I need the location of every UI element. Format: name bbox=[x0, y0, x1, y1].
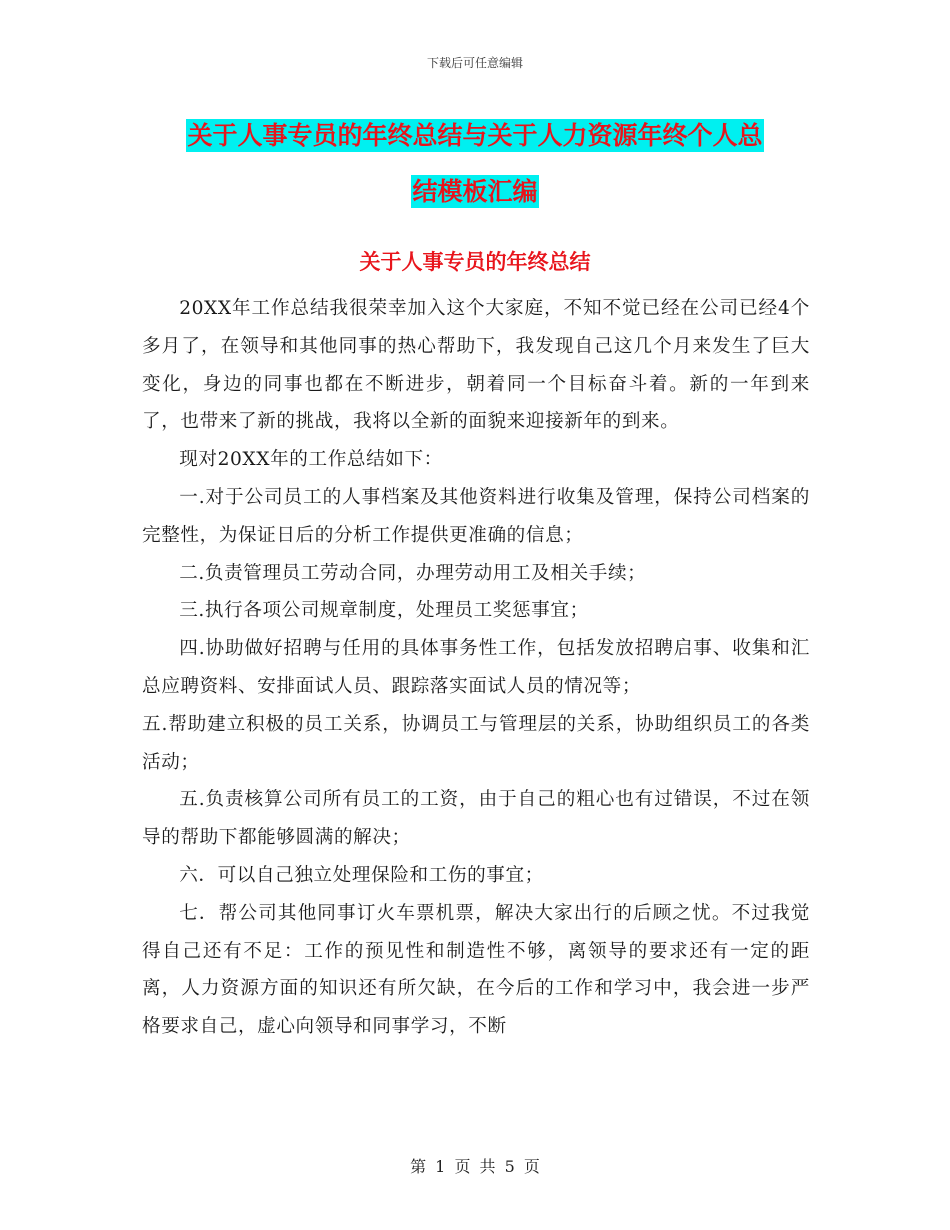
document-title bbox=[0, 108, 950, 220]
paragraph-item-6: 六．可以自己独立处理保险和工伤的事宜； bbox=[179, 864, 544, 886]
paragraph-summary-lead: 现对20XX年的工作总结如下： bbox=[179, 449, 443, 471]
document-title-line-2: 结模板汇编 bbox=[412, 177, 538, 206]
header-note: 下载后可任意编辑 bbox=[426, 56, 523, 70]
paragraph-item-7: 七．帮公司其他同事订火车票机票，解决大家出行的后顾之忧。不过我觉得自己还有不足：工作的预见性和制造性不够，离领导的要求还有一定的距离，人力资源方面的知识还有所欠缺，在今后的工作和学习中，我会进一步严格要求自己，虚心向领导和同事学习，不断 bbox=[142, 902, 810, 1038]
paragraph-item-5a: 五.帮助建立积极的员工关系，协调员工与管理层的关系，协助组织员工的各类活动； bbox=[142, 713, 810, 773]
document-body bbox=[142, 290, 810, 1046]
paragraph-item-3: 三.执行各项公司规章制度，处理员工奖惩事宜； bbox=[179, 600, 589, 622]
paragraph-item-2: 二.负责管理员工劳动合同，办理劳动用工及相关手续； bbox=[179, 562, 647, 584]
page-number-footer: 第 1 页 共 5 页 bbox=[410, 1157, 540, 1176]
section-title: 关于人事专员的年终总结 bbox=[359, 250, 591, 274]
paragraph-item-5b: 五.负责核算公司所有员工的工资，由于自己的粗心也有过错误，不过在领导的帮助下都能够圆满的解决； bbox=[142, 789, 810, 849]
paragraph-item-1: 一.对于公司员工的人事档案及其他资料进行收集及管理，保持公司档案的完整性，为保证日后的分析工作提供更准确的信息； bbox=[142, 486, 810, 546]
paragraph-intro: 20XX年工作总结我很荣幸加入这个大家庭，不知不觉已经在公司已经4个多月了，在领导和其他同事的热心帮助下，我发现自己这几个月来发生了巨大变化，身边的同事也都在不断进步，朝着同一个目标奋斗着。新的一年到来了，也带来了新的挑战，我将以全新的面貌来迎接新年的到来。 bbox=[142, 298, 810, 433]
paragraph-item-4: 四.协助做好招聘与任用的具体事务性工作，包括发放招聘启事、收集和汇总应聘资料、安排面试人员、跟踪落实面试人员的情况等； bbox=[142, 638, 810, 697]
document-title-line-1: 关于人事专员的年终总结与关于人力资源年终个人总 bbox=[187, 121, 763, 150]
